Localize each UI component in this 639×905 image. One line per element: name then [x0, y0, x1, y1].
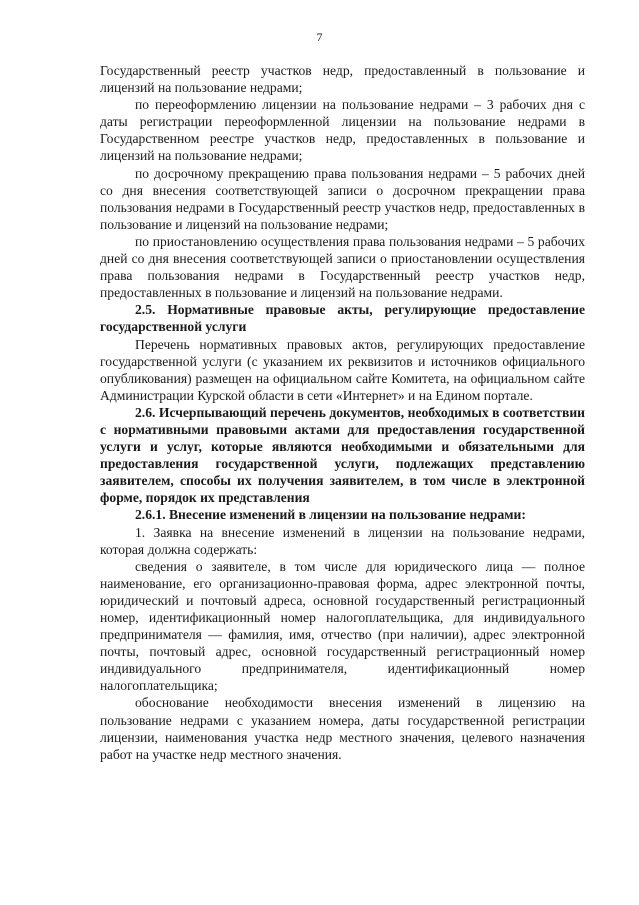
paragraph-suspension-term: по приостановлению осуществления права пользования недрами – 5 рабочих дней со дня внесения соответствующей записи о приостановлении осуществления права пользования недрами в Государственный реестр участков недр, предоставленных в пользование и лицензий на пользование недрами. [100, 233, 585, 301]
paragraph-justification: обоснование необходимости внесения изменений в лицензию на пользование недрами с указанием номера, даты государственной регистрации лицензии, наименования участка недр местного значения, целевого назначения работ на участке недр местного значения. [100, 695, 585, 762]
paragraph-reissue-term: по переоформлению лицензии на пользование недрами – 3 рабочих дня с даты регистрации переоформленной лицензии на пользование недрами в Государственном реестре участков недр, предоставленных в пользование и лицензий на пользование недрами; [100, 97, 585, 164]
section-heading-2-6: 2.6. Исчерпывающий перечень документов, необходимых в соответствии с нормативными правовыми актами для предоставления государственной услуги и услуг, которые являются необходимыми и обязательными для предоставления государственной услуги, подлежащих представлению заявителем, способы их получения заявителем, в том числе в электронной форме, порядок их представления [100, 404, 585, 506]
paragraph-applicant-info: сведения о заявителе, в том числе для юридического лица — полное наименование, его организационно-правовая форма, адрес электронной почты, юридический и почтовый адреса, основной государственный регистрационный номер, идентификационный номер налогоплательщика, для индивидуального предпринимателя — фамилия, имя, отчество (при наличии), адрес электронной почты, почтовый адрес, основной государственный регистрационный номер индивидуального предпринимателя, идентификационный номер налогоплательщика; [100, 558, 585, 694]
section-heading-2-5: 2.5. Нормативные правовые акты, регулирующие предоставление государственной услуги [100, 302, 585, 335]
paragraph-application-item-1: 1. Заявка на внесение изменений в лицензии на пользование недрами, которая должна содержать: [100, 524, 585, 557]
paragraph-legal-acts-list: Перечень нормативных правовых актов, регулирующих предоставление государственной услуги (с указанием их реквизитов и источников официального опубликования) размещен на официальном сайте Комитета, на официальном сайте Администрации Курской области в сети «Интернет» и на Едином портале. [100, 336, 585, 403]
paragraph-registry-continuation: Государственный реестр участков недр, предоставленный в пользование и лицензий на пользование недрами; [100, 63, 585, 96]
page-number: 7 [316, 30, 323, 44]
subsection-heading-2-6-1: 2.6.1. Внесение изменений в лицензии на пользование недрами: [135, 507, 526, 523]
paragraph-early-termination-term: по досрочному прекращению права пользования недрами – 5 рабочих дней со дня внесения соответствующей записи о досрочном прекращении права пользования недрами в Государственный реестр участков недр, предоставленных в пользование и лицензий на пользование недрами; [100, 165, 585, 232]
document-body [100, 62, 585, 763]
